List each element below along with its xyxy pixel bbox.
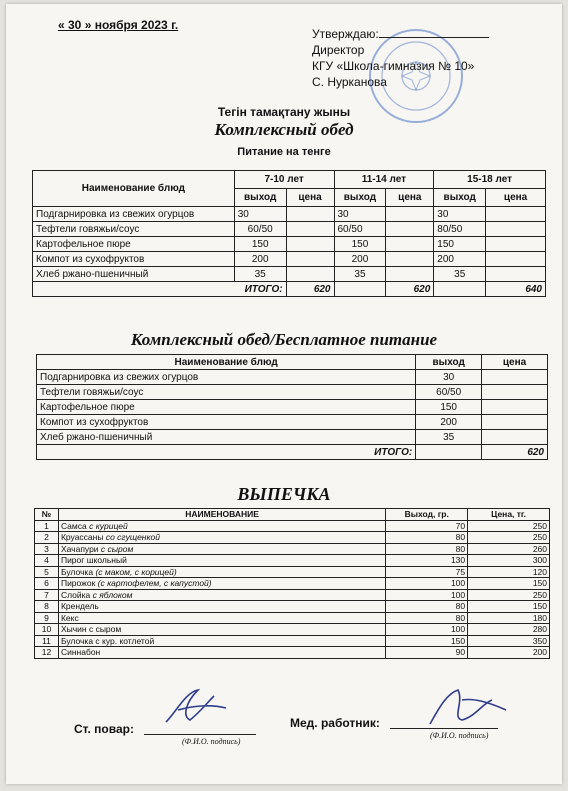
title-pastry: ВЫПЕЧКА — [237, 484, 331, 504]
table-row — [37, 400, 548, 415]
age-group-header: 11-14 лет — [334, 171, 434, 189]
pastry-out: 80 — [386, 601, 468, 613]
table-row — [37, 415, 548, 430]
dish-out: 150 — [416, 400, 482, 415]
row-number: 10 — [35, 624, 59, 636]
pastry-out: 130 — [386, 555, 468, 567]
document-date: « 30 » ноября 2023 г. — [58, 18, 179, 32]
row-number: 12 — [35, 647, 59, 659]
pastry-name — [58, 624, 385, 636]
pastry-name — [58, 555, 385, 567]
pastry-name — [58, 532, 385, 544]
pastry-out: 80 — [386, 612, 468, 624]
table-row — [35, 543, 550, 555]
pastry-price: 180 — [468, 612, 550, 624]
row-number: 11 — [35, 635, 59, 647]
col-name-header: Наименование блюд — [33, 171, 235, 207]
cook-hint: (Ф.И.О. подпись) — [182, 737, 241, 746]
pastry-name-extra: с яблоком — [92, 589, 133, 600]
pastry-price: 280 — [468, 624, 550, 636]
col-name-header: Наименование блюд — [37, 355, 416, 370]
col-price-header: цена — [482, 355, 548, 370]
pastry-out: 150 — [386, 635, 468, 647]
kz-title: Тегін тамақтану жыны — [217, 105, 351, 119]
dish-out: 60/50 — [334, 222, 386, 237]
dish-name: Хлеб ржано-пшеничный — [33, 267, 235, 282]
pastry-name-main: Пирог школьный — [60, 555, 127, 566]
col-price-header: Цена, тг. — [468, 509, 550, 521]
col-out-header: Выход, гр. — [386, 509, 468, 521]
dish-name: Картофельное пюре — [33, 237, 235, 252]
pastry-price: 300 — [468, 555, 550, 567]
pastry-price: 200 — [468, 647, 550, 659]
medic-hint: (Ф.И.О. подпись) — [430, 731, 489, 740]
age-group-header: 15-18 лет — [434, 171, 546, 189]
sub-out-header: выход — [234, 189, 286, 207]
cook-signature — [156, 682, 236, 734]
total-value: 640 — [486, 282, 546, 297]
row-number: 6 — [35, 578, 59, 590]
pastry-name-extra: (с маком, с корицей) — [95, 566, 177, 577]
pastry-name-main: Слойка — [60, 589, 93, 600]
sub-out-header: выход — [434, 189, 486, 207]
approve-school: КГУ «Школа-гимназия № 10» — [312, 59, 475, 73]
sub-price-header: цена — [286, 189, 334, 207]
dish-name: Компот из сухофруктов — [37, 415, 416, 430]
dish-out: 150 — [434, 237, 486, 252]
dish-name: Хлеб ржано-пшеничный — [37, 430, 416, 445]
age-group-header: 7-10 лет — [234, 171, 334, 189]
total-value: 620 — [286, 282, 334, 297]
row-number: 3 — [35, 543, 59, 555]
pastry-price: 250 — [468, 532, 550, 544]
table-row — [33, 252, 546, 267]
cook-signature-line — [144, 734, 256, 735]
pastry-name-extra: с курицей — [89, 520, 128, 531]
pastry-name-main: Кекс — [60, 612, 79, 623]
total-row — [37, 445, 548, 460]
col-out-header: выход — [416, 355, 482, 370]
row-number: 8 — [35, 601, 59, 613]
pastry-price: 350 — [468, 635, 550, 647]
pastry-name — [58, 647, 385, 659]
table-row — [33, 207, 546, 222]
row-number: 7 — [35, 589, 59, 601]
dish-name: Тефтели говяжьи/соус — [33, 222, 235, 237]
pastry-name-extra: со сгущенкой — [105, 532, 160, 543]
table-row — [33, 237, 546, 252]
pastry-out: 90 — [386, 647, 468, 659]
sub-out-header: выход — [334, 189, 386, 207]
approve-position: Директор — [312, 43, 365, 57]
medic-signature — [422, 680, 512, 734]
pastry-table — [34, 508, 550, 659]
table-row — [35, 601, 550, 613]
pastry-price: 250 — [468, 520, 550, 532]
pastry-name — [58, 578, 385, 590]
pastry-name-main: Булочка — [60, 566, 96, 577]
pastry-name — [58, 566, 385, 578]
pastry-name-main: Пирожок — [60, 578, 98, 589]
row-number: 4 — [35, 555, 59, 567]
complex-lunch-table — [32, 170, 546, 297]
dish-name: Подгарнировка из свежих огурцов — [37, 370, 416, 385]
dish-out: 60/50 — [234, 222, 286, 237]
dish-out: 30 — [334, 207, 386, 222]
dish-name: Тефтели говяжьи/соус — [37, 385, 416, 400]
sub-price-header: цена — [486, 189, 546, 207]
dish-out: 150 — [234, 237, 286, 252]
pastry-price: 120 — [468, 566, 550, 578]
title-free-meal: Комплексный обед/Бесплатное питание — [130, 330, 438, 349]
pastry-name — [58, 612, 385, 624]
pastry-name-main: Синнабон — [60, 647, 101, 658]
pastry-name-main: Хачапури — [60, 543, 101, 554]
row-number: 5 — [35, 566, 59, 578]
approve-label: Утверждаю: — [312, 26, 489, 42]
table-row — [35, 647, 550, 659]
dish-out: 80/50 — [434, 222, 486, 237]
dish-out: 30 — [434, 207, 486, 222]
col-name-header: НАИМЕНОВАНИЕ — [58, 509, 385, 521]
row-number: 1 — [35, 520, 59, 532]
table-row — [35, 566, 550, 578]
pastry-name-main: Крендель — [60, 601, 99, 612]
total-label: ИТОГО: — [37, 445, 416, 460]
dish-out: 35 — [234, 267, 286, 282]
row-number: 9 — [35, 612, 59, 624]
title-complex-lunch: Комплексный обед — [214, 120, 354, 139]
pastry-name — [58, 543, 385, 555]
approve-name: С. Нурканова — [312, 75, 387, 89]
pastry-out: 100 — [386, 589, 468, 601]
cook-label: Ст. повар: — [74, 722, 134, 736]
table-row — [35, 589, 550, 601]
table-row — [35, 520, 550, 532]
pastry-name — [58, 601, 385, 613]
dish-name: Компот из сухофруктов — [33, 252, 235, 267]
sub-price-header: цена — [386, 189, 434, 207]
table-row — [37, 385, 548, 400]
table-row — [33, 267, 546, 282]
table-row — [35, 555, 550, 567]
total-row — [33, 282, 546, 297]
dish-out: 200 — [334, 252, 386, 267]
dish-out: 30 — [416, 370, 482, 385]
pastry-name — [58, 520, 385, 532]
pastry-name — [58, 589, 385, 601]
col-num-header: № — [35, 509, 59, 521]
pastry-price: 250 — [468, 589, 550, 601]
dish-out: 35 — [334, 267, 386, 282]
dish-out: 60/50 — [416, 385, 482, 400]
free-meal-table — [36, 354, 548, 460]
pastry-name — [58, 635, 385, 647]
pastry-out: 70 — [386, 520, 468, 532]
dish-out: 200 — [416, 415, 482, 430]
dish-name: Картофельное пюре — [37, 400, 416, 415]
total-value: 620 — [482, 445, 548, 460]
table-row — [37, 430, 548, 445]
pastry-name-main: Булочка с кур. котлетой — [60, 635, 155, 646]
dish-out: 200 — [234, 252, 286, 267]
table-row — [35, 624, 550, 636]
dish-name: Подгарнировка из свежих огурцов — [33, 207, 235, 222]
total-label: ИТОГО: — [33, 282, 287, 297]
pastry-price: 150 — [468, 578, 550, 590]
table-row — [35, 578, 550, 590]
dish-out: 35 — [416, 430, 482, 445]
pastry-price: 260 — [468, 543, 550, 555]
table-row — [35, 532, 550, 544]
pastry-out: 75 — [386, 566, 468, 578]
row-number: 2 — [35, 532, 59, 544]
approval-block — [312, 26, 489, 90]
table-row — [35, 635, 550, 647]
dish-out: 30 — [234, 207, 286, 222]
pastry-out: 100 — [386, 578, 468, 590]
pastry-name-extra: с сыром — [100, 543, 134, 554]
subtitle-price: Питание на тенге — [237, 146, 331, 158]
total-value: 620 — [386, 282, 434, 297]
dish-out: 200 — [434, 252, 486, 267]
table-row — [33, 222, 546, 237]
table-row — [37, 370, 548, 385]
dish-out: 150 — [334, 237, 386, 252]
pastry-price: 150 — [468, 601, 550, 613]
medic-label: Мед. работник: — [290, 716, 380, 730]
pastry-name-extra: (с картофелем, с капустой) — [97, 578, 212, 589]
pastry-name-main: Круассаны — [60, 532, 106, 543]
pastry-out: 80 — [386, 543, 468, 555]
pastry-name-main: Самса — [60, 520, 90, 531]
dish-out: 35 — [434, 267, 486, 282]
pastry-out: 80 — [386, 532, 468, 544]
pastry-out: 100 — [386, 624, 468, 636]
pastry-name-main: Хычин с сыром — [60, 624, 122, 635]
document-sheet — [6, 4, 562, 784]
table-row — [35, 612, 550, 624]
